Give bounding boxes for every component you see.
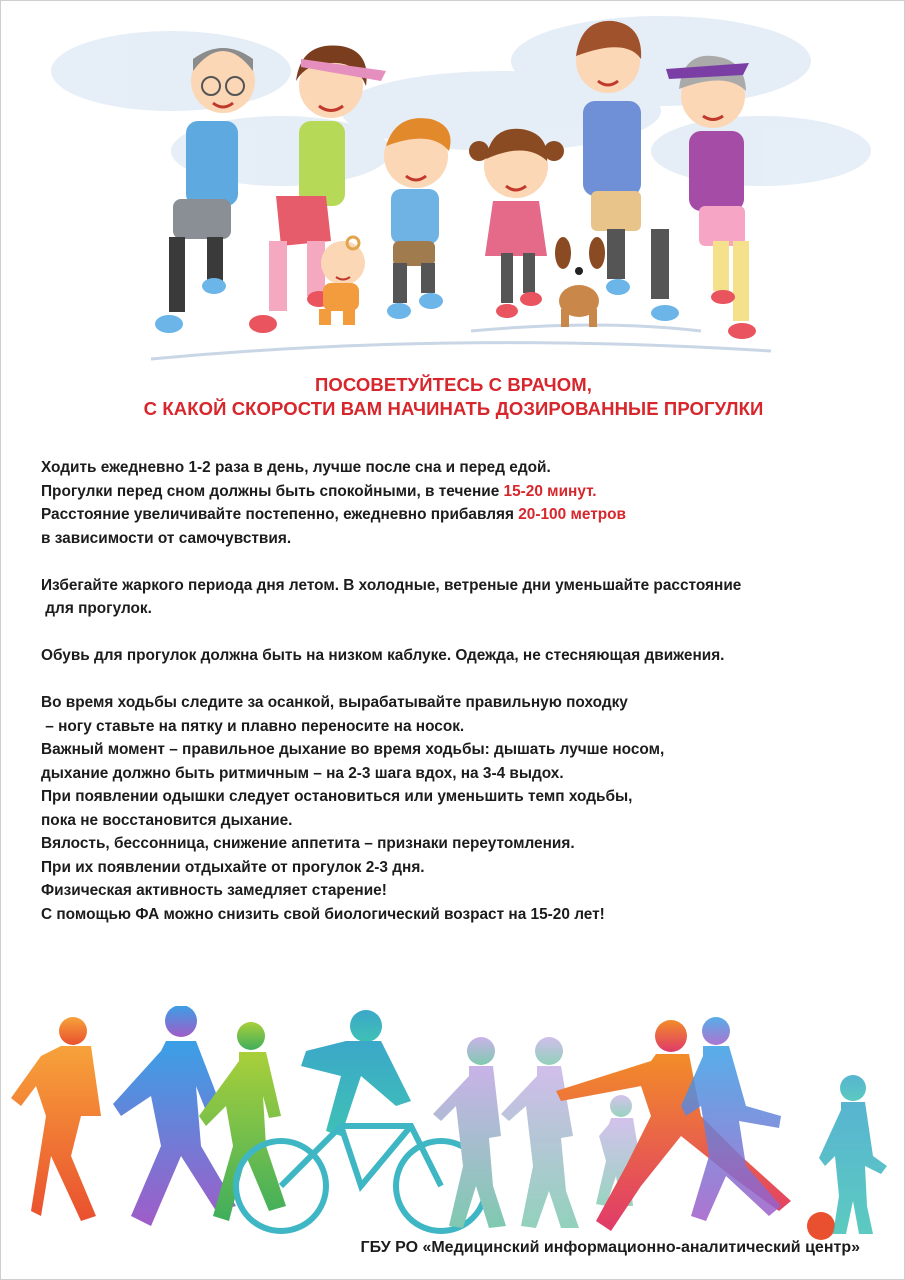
dog-figure [555, 237, 605, 327]
runner-silhouette-2 [113, 1006, 236, 1226]
headline-line-2: С КАКОЙ СКОРОСТИ ВАМ НАЧИНАТЬ ДОЗИРОВАННЫЕ ПРОГУЛКИ [143, 398, 764, 419]
boy-figure [384, 118, 451, 319]
distance-increment-highlight: 20-100 метров [518, 506, 626, 523]
walker-silhouette-2 [501, 1037, 579, 1228]
headline-line-1: ПОСОВЕТУЙТЕСЬ С ВРАЧОМ, [315, 374, 592, 395]
girl-figure [469, 129, 564, 318]
paragraph-1-line-3-text: Расстояние увеличивайте постепенно, ежедневно прибавляя [41, 506, 519, 523]
paragraph-4-line: При появлении одышки следует остановиться или уменьшить темп ходьбы, [41, 788, 633, 805]
runner-silhouette-1 [11, 1017, 101, 1221]
man-silhouette [819, 1075, 887, 1234]
paragraph-1-line-2-text: Прогулки перед сном должны быть спокойными, в течение [41, 482, 504, 500]
advice-text [41, 456, 891, 926]
paragraph-2-line-1: Избегайте жаркого периода дня летом. В холодные, ветреные дни уменьшайте расстояние [41, 576, 742, 594]
paragraph-1-line-4: в зависимости от самочувствия. [41, 529, 292, 547]
paragraph-4-line: Важный момент – правильное дыхание во время ходьбы: дышать лучше носом, [41, 741, 665, 758]
paragraph-4-line: дыхание должно быть ритмичным – на 2-3 шага вдох, на 3-4 выдох. [41, 764, 564, 782]
paragraph-1-line-1: Ходить ежедневно 1-2 раза в день, лучше после сна и перед едой. [41, 459, 551, 476]
paragraph-2-line-2: для прогулок. [41, 600, 152, 617]
paragraph-4-line: С помощью ФА можно снизить свой биологический возраст на 15-20 лет! [41, 905, 605, 923]
paragraph-1-line-3 [41, 503, 891, 527]
paragraph-3-line-1: Обувь для прогулок должна быть на низком каблуке. Одежда, не стесняющая движения. [41, 647, 725, 664]
family-walking-illustration [1, 1, 905, 371]
paragraph-4-line: – ногу ставьте на пятку и плавно переносите на носок. [41, 717, 465, 735]
walker-silhouette-1 [433, 1037, 506, 1228]
paragraph-4-line: Вялость, бессонница, снижение аппетита – признаки переутомления. [41, 835, 575, 852]
paragraph-4-line: Физическая активность замедляет старение! [41, 882, 387, 899]
headline [1, 373, 905, 421]
paragraph-4-line: пока не восстановится дыхание. [41, 811, 293, 829]
sport-silhouettes-illustration [1, 1006, 905, 1246]
walk-duration-highlight: 15-20 минут. [503, 482, 597, 500]
paragraph-1-line-2 [41, 480, 891, 504]
paragraph-4-line: При их появлении отдыхайте от прогулок 2-3 дня. [41, 858, 425, 876]
baby-figure [319, 237, 365, 325]
footer-organization: ГБУ РО «Медицинский информационно-аналитический центр» [360, 1239, 860, 1256]
paragraph-4-line: Во время ходьбы следите за осанкой, вырабатывайте правильную походку [41, 694, 628, 711]
